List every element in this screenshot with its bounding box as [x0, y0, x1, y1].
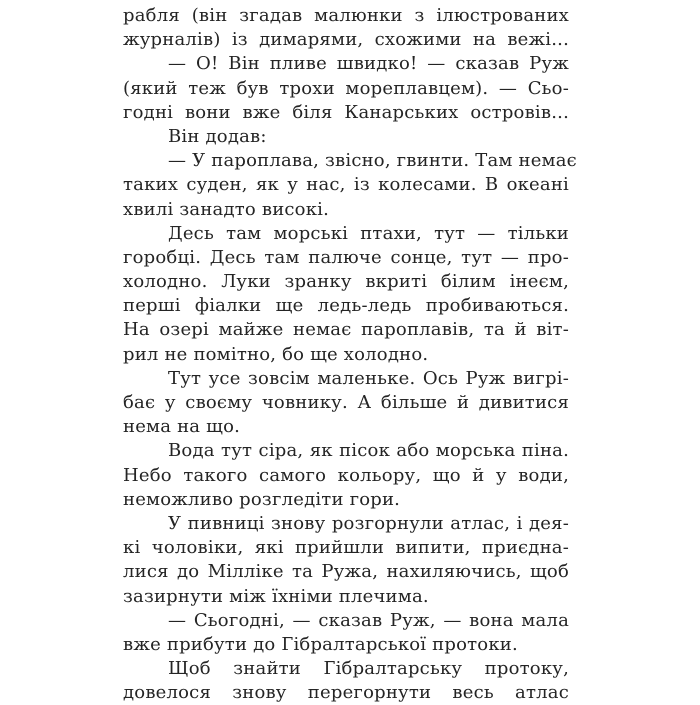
text-line: Він додав: — [168, 125, 267, 147]
text-line: перші фіалки ще ледь-ледь пробиваються. — [123, 295, 569, 317]
text-line: холодно. Луки зранку вкриті білим інеєм, — [123, 271, 569, 293]
text-line: горобці. Десь там палюче сонце, тут — про- — [123, 246, 569, 268]
text-line: рабля (він згадав малюнки з ілюстрованих — [123, 5, 569, 26]
text-line: У пивниці знову розгорнули атлас, і дея- — [168, 512, 569, 534]
text-line: кі чоловіки, які прийшли випити, приєдна- — [123, 537, 569, 559]
text-line: На озері майже немає пароплавів, та й віт- — [123, 319, 569, 341]
text-line: — У пароплава, звісно, гвинти. Там немає — [168, 150, 577, 172]
text-line: неможливо розгледіти гори. — [123, 488, 401, 510]
text-line: лися до Мілліке та Ружа, нахиляючись, щоб — [123, 561, 569, 583]
text-line: Щоб знайти Гібралтарську протоку, — [168, 658, 569, 680]
text-line: — О! Він пливе швидко! — сказав Руж — [168, 53, 569, 75]
text-line: рил не помітно, бо ще холодно. — [123, 343, 429, 365]
text-line: довелося знову перегорнути весь атлас — [123, 682, 569, 704]
text-line: — Сьогодні, — сказав Руж, — вона мала — [168, 609, 569, 631]
text-line: Небо такого самого кольору, що й у води, — [123, 464, 569, 486]
text-line: Десь там морські птахи, тут — тільки — [168, 222, 569, 244]
text-block — [123, 4, 577, 705]
text-line: годні вони вже біля Канарських островів... — [123, 101, 569, 123]
text-line: таких суден, як у нас, із колесами. В океані — [123, 174, 569, 196]
text-line: (який теж був трохи мореплавцем). — Сьо- — [123, 77, 569, 99]
text-line: нема на що. — [123, 416, 241, 438]
text-line: зазирнути між їхніми плечима. — [123, 585, 429, 607]
text-line: бає у своєму човнику. А більше й дивитися — [123, 392, 569, 413]
text-line: журналів) із димарями, схожими на вежі... — [123, 29, 569, 51]
text-line: вже прибути до Гібралтарської протоки. — [123, 633, 518, 655]
text-line: Тут усе зовсім маленьке. Ось Руж вигрі- — [168, 367, 569, 389]
text-line: Вода тут сіра, як пісок або морська піна. — [168, 440, 569, 462]
text-line: хвилі занадто високі. — [123, 198, 330, 220]
